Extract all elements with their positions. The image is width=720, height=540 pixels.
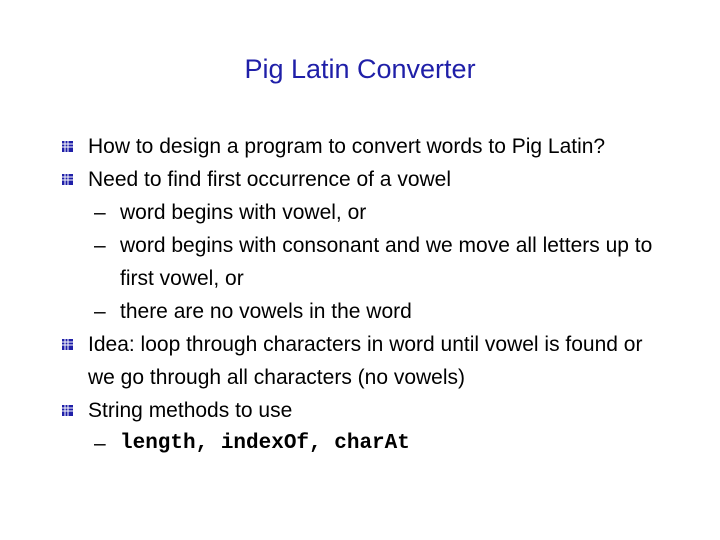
sub-bullet-text: there are no vowels in the word (120, 300, 412, 323)
slide-body (58, 130, 658, 460)
dash-marker: – (94, 432, 106, 455)
bullet-item (58, 163, 658, 196)
sub-bullet-code: length, indexOf, charAt (120, 432, 410, 455)
slide-title: Pig Latin Converter (244, 54, 476, 84)
dash-marker: – (94, 201, 106, 224)
bullet-text: Idea: loop through characters in word until vowel is found or we go through all characters (no vowels) (88, 333, 643, 389)
square-bullet-icon (62, 174, 73, 185)
sub-bullet-item (58, 196, 658, 229)
bullet-item (58, 328, 658, 394)
bullet-text: How to design a program to convert words to Pig Latin? (88, 135, 606, 158)
bullet-text: Need to find first occurrence of a vowel (88, 168, 452, 191)
dash-marker: – (94, 300, 106, 323)
square-bullet-icon (62, 339, 73, 350)
square-bullet-icon (62, 405, 73, 416)
sub-bullet-item (58, 295, 658, 328)
bullet-text: String methods to use (88, 399, 293, 422)
sub-bullet-item (58, 229, 658, 295)
sub-bullet-text: word begins with vowel, or (120, 201, 367, 224)
sub-bullet-item (58, 427, 658, 460)
bullet-item (58, 130, 658, 163)
sub-bullet-text: word begins with consonant and we move all letters up to first vowel, or (120, 234, 653, 290)
dash-marker: – (94, 234, 106, 257)
square-bullet-icon (62, 141, 73, 152)
bullet-item (58, 394, 658, 427)
